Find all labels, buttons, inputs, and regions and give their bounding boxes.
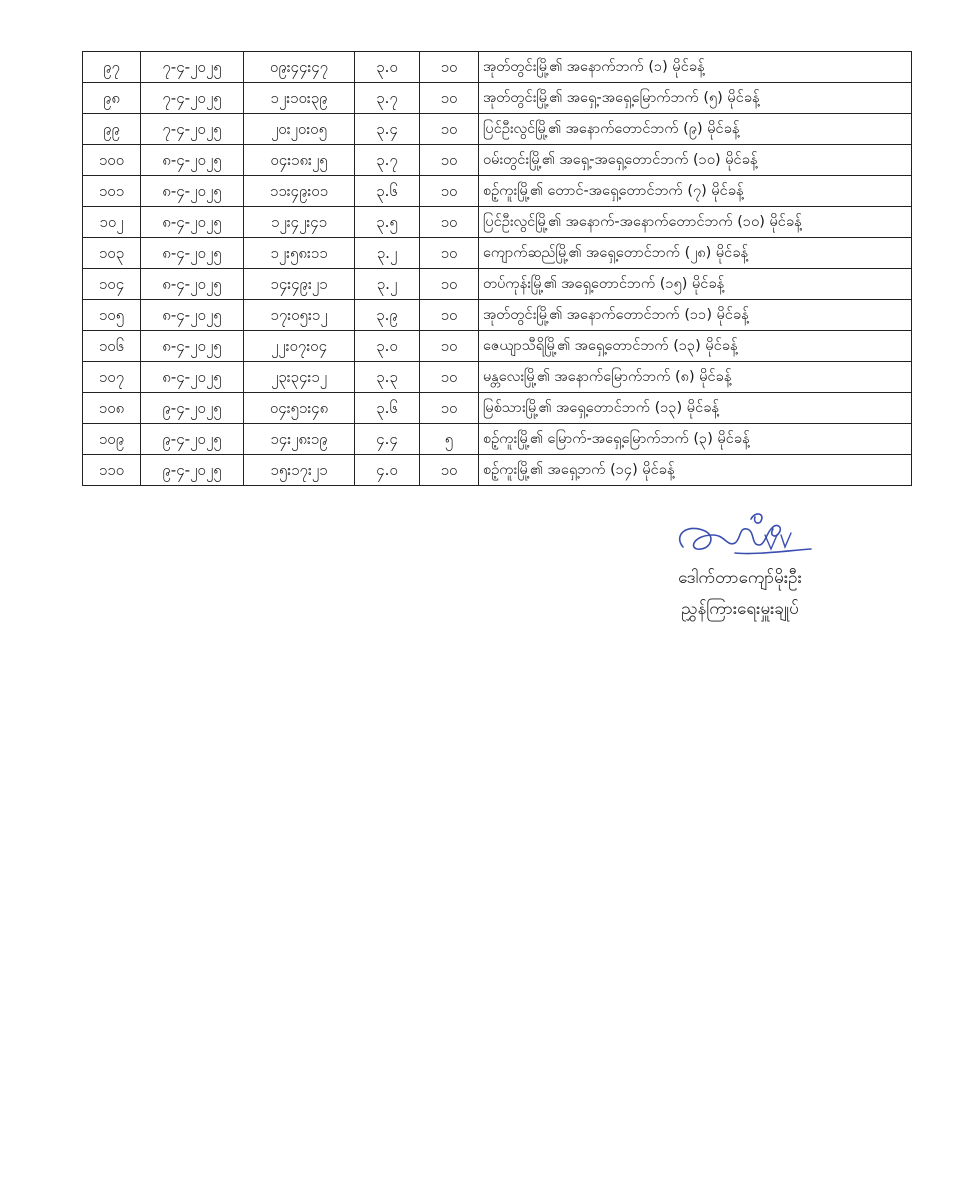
table-row [83, 455, 912, 486]
date-cell: ၈-၄-၂၀၂၅ [141, 362, 244, 393]
table-row [83, 362, 912, 393]
date-cell: ၈-၄-၂၀၂၅ [141, 238, 244, 269]
depth-cell: ၁၀ [420, 362, 479, 393]
location-cell: ဝမ်းတွင်းမြို့၏ အရှေ့-အရှေ့တောင်ဘက် (၁၀) မိုင်ခန့် [479, 145, 912, 176]
signatory-name: ဒေါက်တာကျော်မိုးဦး [678, 568, 802, 588]
row-number-cell: ၁၁၀ [83, 455, 141, 486]
date-cell: ၉-၄-၂၀၂၅ [141, 393, 244, 424]
date-cell: ၇-၄-၂၀၂၅ [141, 52, 244, 83]
time-cell: ၁၂း၄၂း၄၁ [244, 207, 355, 238]
row-number-cell: ၁၀၉ [83, 424, 141, 455]
table-row [83, 238, 912, 269]
table-row [83, 176, 912, 207]
magnitude-cell: ၃.၂ [355, 269, 420, 300]
date-cell: ၇-၄-၂၀၂၅ [141, 83, 244, 114]
location-cell: စဉ့်ကူးမြို့၏ တောင်-အရှေ့တောင်ဘက် (၇) မိုင်ခန့် [479, 176, 912, 207]
location-cell: အုတ်တွင်းမြို့၏ အနောက်တောင်ဘက် (၁၁) မိုင်ခန့် [479, 300, 912, 331]
time-cell: ၀၉း၄၄း၄၇ [244, 52, 355, 83]
location-cell: အုတ်တွင်းမြို့၏ အရှေ့-အရှေ့မြောက်ဘက် (၅) မိုင်ခန့် [479, 83, 912, 114]
depth-cell: ၁၀ [420, 238, 479, 269]
row-number-cell: ၁၀၄ [83, 269, 141, 300]
magnitude-cell: ၃.၀ [355, 52, 420, 83]
date-cell: ၈-၄-၂၀၂၅ [141, 176, 244, 207]
location-cell: အုတ်တွင်းမြို့၏ အနောက်ဘက် (၁) မိုင်ခန့် [479, 52, 912, 83]
magnitude-cell: ၃.၀ [355, 331, 420, 362]
row-number-cell: ၁၀၀ [83, 145, 141, 176]
row-number-cell: ၁၀၃ [83, 238, 141, 269]
location-cell: စဉ့်ကူးမြို့၏ မြောက်-အရှေ့မြောက်ဘက် (၃) မိုင်ခန့် [479, 424, 912, 455]
time-cell: ၁၂း၁၀း၃၉ [244, 83, 355, 114]
handwritten-signature [665, 505, 815, 565]
time-cell: ၁၁း၄၉း၀၁ [244, 176, 355, 207]
table-row [83, 114, 912, 145]
depth-cell: ၁၀ [420, 176, 479, 207]
table-row [83, 145, 912, 176]
earthquake-table [82, 51, 912, 486]
location-cell: မန္တလေးမြို့၏ အနောက်မြောက်ဘက် (၈) မိုင်ခန့် [479, 362, 912, 393]
depth-cell: ၁၀ [420, 331, 479, 362]
time-cell: ၁၄း၄၉း၂၁ [244, 269, 355, 300]
depth-cell: ၁၀ [420, 114, 479, 145]
time-cell: ၂၃း၃၄း၁၂ [244, 362, 355, 393]
time-cell: ၁၇း၀၅း၁၂ [244, 300, 355, 331]
row-number-cell: ၉၉ [83, 114, 141, 145]
table-row [83, 83, 912, 114]
magnitude-cell: ၃.၆ [355, 393, 420, 424]
time-cell: ၁၄း၂၈း၁၉ [244, 424, 355, 455]
time-cell: ၁၂း၅၈း၁၁ [244, 238, 355, 269]
signatory-title: ညွှန်ကြားရေးမှူးချုပ် [681, 599, 799, 619]
magnitude-cell: ၃.၄ [355, 114, 420, 145]
row-number-cell: ၁၀၈ [83, 393, 141, 424]
row-number-cell: ၁၀၇ [83, 362, 141, 393]
depth-cell: ၁၀ [420, 52, 479, 83]
location-cell: ပြင်ဦးလွင်မြို့၏ အနောက်-အနောက်တောင်ဘက် (၁၀) မိုင်ခန့် [479, 207, 912, 238]
row-number-cell: ၉၇ [83, 52, 141, 83]
row-number-cell: ၁၀၆ [83, 331, 141, 362]
table-row [83, 300, 912, 331]
time-cell: ၂၂း၀၇း၀၄ [244, 331, 355, 362]
time-cell: ၁၅း၁၇း၂၁ [244, 455, 355, 486]
row-number-cell: ၉၈ [83, 83, 141, 114]
location-cell: မြစ်သားမြို့၏ အရှေ့တောင်ဘက် (၁၃) မိုင်ခန့် [479, 393, 912, 424]
table-row [83, 52, 912, 83]
signature-block [620, 505, 860, 623]
date-cell: ၈-၄-၂၀၂၅ [141, 145, 244, 176]
magnitude-cell: ၃.၇ [355, 83, 420, 114]
location-cell: စဉ့်ကူးမြို့၏ အရှေ့ဘက် (၁၄) မိုင်ခန့် [479, 455, 912, 486]
depth-cell: ၁၀ [420, 207, 479, 238]
depth-cell: ၁၀ [420, 455, 479, 486]
depth-cell: ၁၀ [420, 300, 479, 331]
date-cell: ၈-၄-၂၀၂၅ [141, 269, 244, 300]
row-number-cell: ၁၀၅ [83, 300, 141, 331]
depth-cell: ၁၀ [420, 269, 479, 300]
depth-cell: ၅ [420, 424, 479, 455]
row-number-cell: ၁၀၁ [83, 176, 141, 207]
time-cell: ၂၀း၂၀း၀၅ [244, 114, 355, 145]
magnitude-cell: ၃.၂ [355, 238, 420, 269]
magnitude-cell: ၃.၇ [355, 145, 420, 176]
time-cell: ၀၄း၁၈း၂၅ [244, 145, 355, 176]
date-cell: ၉-၄-၂၀၂၅ [141, 455, 244, 486]
table-row [83, 269, 912, 300]
date-cell: ၈-၄-၂၀၂၅ [141, 300, 244, 331]
row-number-cell: ၁၀၂ [83, 207, 141, 238]
table-row [83, 207, 912, 238]
magnitude-cell: ၃.၆ [355, 176, 420, 207]
depth-cell: ၁၀ [420, 393, 479, 424]
location-cell: ကျောက်ဆည်မြို့၏ အရှေ့တောင်ဘက် (၂၈) မိုင်ခန့် [479, 238, 912, 269]
time-cell: ၀၄း၅၁း၄၈ [244, 393, 355, 424]
magnitude-cell: ၄.၀ [355, 455, 420, 486]
date-cell: ၇-၄-၂၀၂၅ [141, 114, 244, 145]
table-row [83, 424, 912, 455]
location-cell: ဇေယျာသီရိမြို့၏ အရှေ့တောင်ဘက် (၁၃) မိုင်ခန့် [479, 331, 912, 362]
table-body [83, 52, 912, 486]
location-cell: တပ်ကုန်းမြို့၏ အရှေ့တောင်ဘက် (၁၅) မိုင်ခန့် [479, 269, 912, 300]
depth-cell: ၁၀ [420, 83, 479, 114]
table-row [83, 331, 912, 362]
location-cell: ပြင်ဦးလွင်မြို့၏ အနောက်တောင်ဘက် (၉) မိုင်ခန့် [479, 114, 912, 145]
magnitude-cell: ၃.၃ [355, 362, 420, 393]
date-cell: ၉-၄-၂၀၂၅ [141, 424, 244, 455]
date-cell: ၈-၄-၂၀၂၅ [141, 331, 244, 362]
date-cell: ၈-၄-၂၀၂၅ [141, 207, 244, 238]
table-row [83, 393, 912, 424]
magnitude-cell: ၄.၄ [355, 424, 420, 455]
magnitude-cell: ၃.၉ [355, 300, 420, 331]
magnitude-cell: ၃.၅ [355, 207, 420, 238]
depth-cell: ၁၀ [420, 145, 479, 176]
